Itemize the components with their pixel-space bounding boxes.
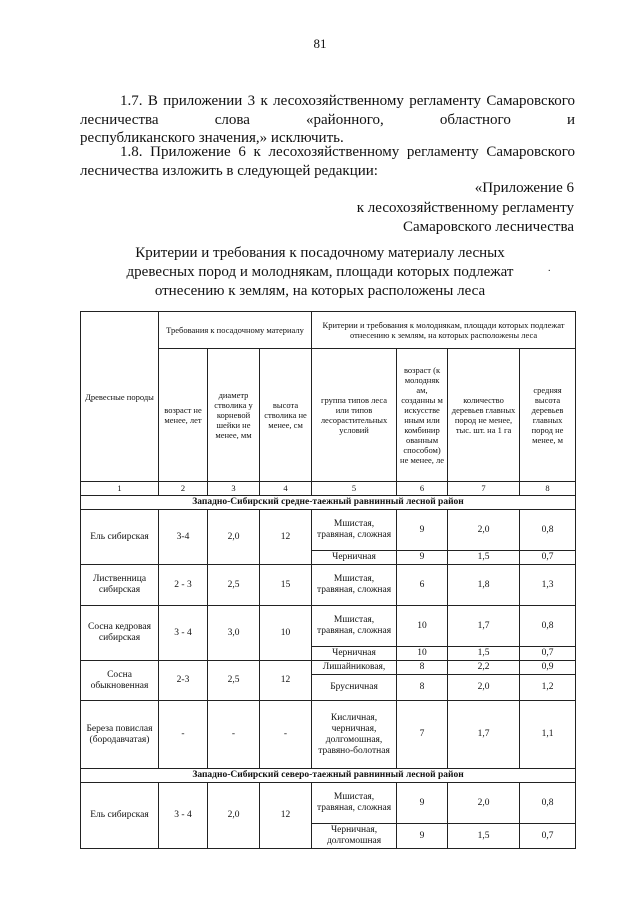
tree-count-cell: 2,0 xyxy=(448,510,520,551)
region-row xyxy=(81,769,576,783)
header-young-age: возраст (к молодняк ам, созданны м искусстве нным или комбинир ованным способом) не менее, ле xyxy=(397,349,448,482)
region-title: Западно-Сибирский средне-таежный равнинный лесной район xyxy=(81,496,576,510)
avg-height-cell: 0,7 xyxy=(520,647,576,661)
appendix-line3: Самаровского лесничества xyxy=(403,219,574,235)
height-cell: 12 xyxy=(260,661,312,701)
forest-type-cell: Черничная xyxy=(312,647,397,661)
tree-count-cell: 2,0 xyxy=(448,783,520,824)
species-cell: Береза повислая (бородавчатая) xyxy=(81,701,159,769)
col-number: 2 xyxy=(159,482,208,496)
diameter-cell: 2,0 xyxy=(208,783,260,849)
table-row xyxy=(81,701,576,769)
col-number: 5 xyxy=(312,482,397,496)
header-diameter: диаметр стволика у корневой шейки не менее, мм xyxy=(208,349,260,482)
age-cell: 3-4 xyxy=(159,510,208,565)
forest-type-cell: Лишайниковая, xyxy=(312,661,397,675)
appendix-line2: к лесохозяйственному регламенту xyxy=(356,199,574,216)
forest-type-cell: Черничная, долгомошная xyxy=(312,824,397,849)
region-row xyxy=(81,496,576,510)
forest-type-cell: Черничная xyxy=(312,551,397,565)
table-row xyxy=(81,510,576,551)
tree-count-cell: 2,2 xyxy=(448,661,520,675)
header-age: возраст не менее, лет xyxy=(159,349,208,482)
avg-height-cell: 1,2 xyxy=(520,675,576,701)
forest-type-cell: Мшистая, травяная, сложная xyxy=(312,606,397,647)
tree-count-cell: 1,5 xyxy=(448,647,520,661)
tree-count-cell: 1,8 xyxy=(448,565,520,606)
age-cell: 2-3 xyxy=(159,661,208,701)
col-number: 6 xyxy=(397,482,448,496)
table-row xyxy=(81,783,576,824)
avg-height-cell: 0,8 xyxy=(520,783,576,824)
young-age-cell: 9 xyxy=(397,510,448,551)
avg-height-cell: 0,7 xyxy=(520,551,576,565)
appendix-reference xyxy=(357,179,574,238)
tree-count-cell: 1,7 xyxy=(448,606,520,647)
tree-count-cell: 1,5 xyxy=(448,824,520,849)
young-age-cell: 8 xyxy=(397,675,448,701)
forest-type-cell: Мшистая, травяная, сложная xyxy=(312,510,397,551)
header-forest-type: группа типов леса или типов лесорастительных условий xyxy=(312,349,397,482)
table-row xyxy=(81,661,576,675)
criteria-table xyxy=(80,311,576,849)
diameter-cell: 2,0 xyxy=(208,510,260,565)
species-cell: Ель сибирская xyxy=(81,510,159,565)
forest-type-cell: Брусничная xyxy=(312,675,397,701)
young-age-cell: 10 xyxy=(397,647,448,661)
forest-type-cell: Мшистая, травяная, сложная xyxy=(312,783,397,824)
forest-type-cell: Кисличная, черничная, долгомошная, травяно-болотная xyxy=(312,701,397,769)
young-age-cell: 6 xyxy=(397,565,448,606)
diameter-cell: - xyxy=(208,701,260,769)
young-age-cell: 7 xyxy=(397,701,448,769)
header-height: высота стволика не менее, см xyxy=(260,349,312,482)
table-title-line3: отнесению к землям, на которых расположены леса xyxy=(154,283,486,299)
height-cell: - xyxy=(260,701,312,769)
tree-count-cell: 1,7 xyxy=(448,701,520,769)
young-age-cell: 8 xyxy=(397,661,448,675)
species-cell: Лиственница сибирская xyxy=(81,565,159,606)
paragraph-1-8: 1.8. Приложение 6 к лесохозяйственному регламенту Самаровского лесничества изложить в следующей редакции: xyxy=(80,144,575,179)
avg-height-cell: 0,7 xyxy=(520,824,576,849)
table-row xyxy=(81,606,576,647)
age-cell: 3 - 4 xyxy=(159,606,208,661)
header-avg-height: средняя высота деревьев главных пород не менее, м xyxy=(520,349,576,482)
table-title xyxy=(60,244,580,301)
tree-count-cell: 1,5 xyxy=(448,551,520,565)
page-number: 81 xyxy=(313,36,327,51)
age-cell: - xyxy=(159,701,208,769)
stray-mark: . xyxy=(548,263,551,274)
header-tree-count: количество деревьев главных пород не менее, тыс. шт. на 1 га xyxy=(448,349,520,482)
avg-height-cell: 0,8 xyxy=(520,510,576,551)
col-number: 4 xyxy=(260,482,312,496)
height-cell: 10 xyxy=(260,606,312,661)
table-title-line2: древесных пород и молоднякам, площади которых подлежат xyxy=(126,264,514,280)
young-age-cell: 9 xyxy=(397,783,448,824)
diameter-cell: 2,5 xyxy=(208,661,260,701)
header-planting-material: Требования к посадочному материалу xyxy=(159,312,312,349)
young-age-cell: 10 xyxy=(397,606,448,647)
col-number: 1 xyxy=(81,482,159,496)
diameter-cell: 2,5 xyxy=(208,565,260,606)
column-numbers-row xyxy=(81,482,576,496)
appendix-line1: «Приложение 6 xyxy=(474,180,574,196)
height-cell: 15 xyxy=(260,565,312,606)
header-young-stands: Критерии и требования к молоднякам, площади которых подлежат отнесению к землям, на которых расположены леса xyxy=(312,312,576,349)
avg-height-cell: 0,8 xyxy=(520,606,576,647)
region-title: Западно-Сибирский северо-таежный равнинный лесной район xyxy=(81,769,576,783)
paragraph-1-7-line1: 1.7. В приложении 3 к лесохозяйственному регламенту Самаровского лесничества слова «районного, областного и xyxy=(80,93,575,128)
tree-count-cell: 2,0 xyxy=(448,675,520,701)
avg-height-cell: 1,1 xyxy=(520,701,576,769)
paragraph-1-7 xyxy=(80,92,575,148)
species-cell: Сосна обыкновенная xyxy=(81,661,159,701)
col-number: 7 xyxy=(448,482,520,496)
avg-height-cell: 0,9 xyxy=(520,661,576,675)
table-title-line1: Критерии и требования к посадочному материалу лесных xyxy=(135,245,505,261)
young-age-cell: 9 xyxy=(397,551,448,565)
height-cell: 12 xyxy=(260,783,312,849)
avg-height-cell: 1,3 xyxy=(520,565,576,606)
age-cell: 3 - 4 xyxy=(159,783,208,849)
species-cell: Сосна кедровая сибирская xyxy=(81,606,159,661)
species-cell: Ель сибирская xyxy=(81,783,159,849)
diameter-cell: 3,0 xyxy=(208,606,260,661)
table-row xyxy=(81,565,576,606)
young-age-cell: 9 xyxy=(397,824,448,849)
height-cell: 12 xyxy=(260,510,312,565)
forest-type-cell: Мшистая, травяная, сложная xyxy=(312,565,397,606)
age-cell: 2 - 3 xyxy=(159,565,208,606)
header-row-1 xyxy=(81,312,576,349)
col-number: 3 xyxy=(208,482,260,496)
paragraph-1-7-line2: республиканского значения,» исключить. xyxy=(80,130,344,146)
col-number: 8 xyxy=(520,482,576,496)
header-species: Древесные породы xyxy=(81,312,159,482)
